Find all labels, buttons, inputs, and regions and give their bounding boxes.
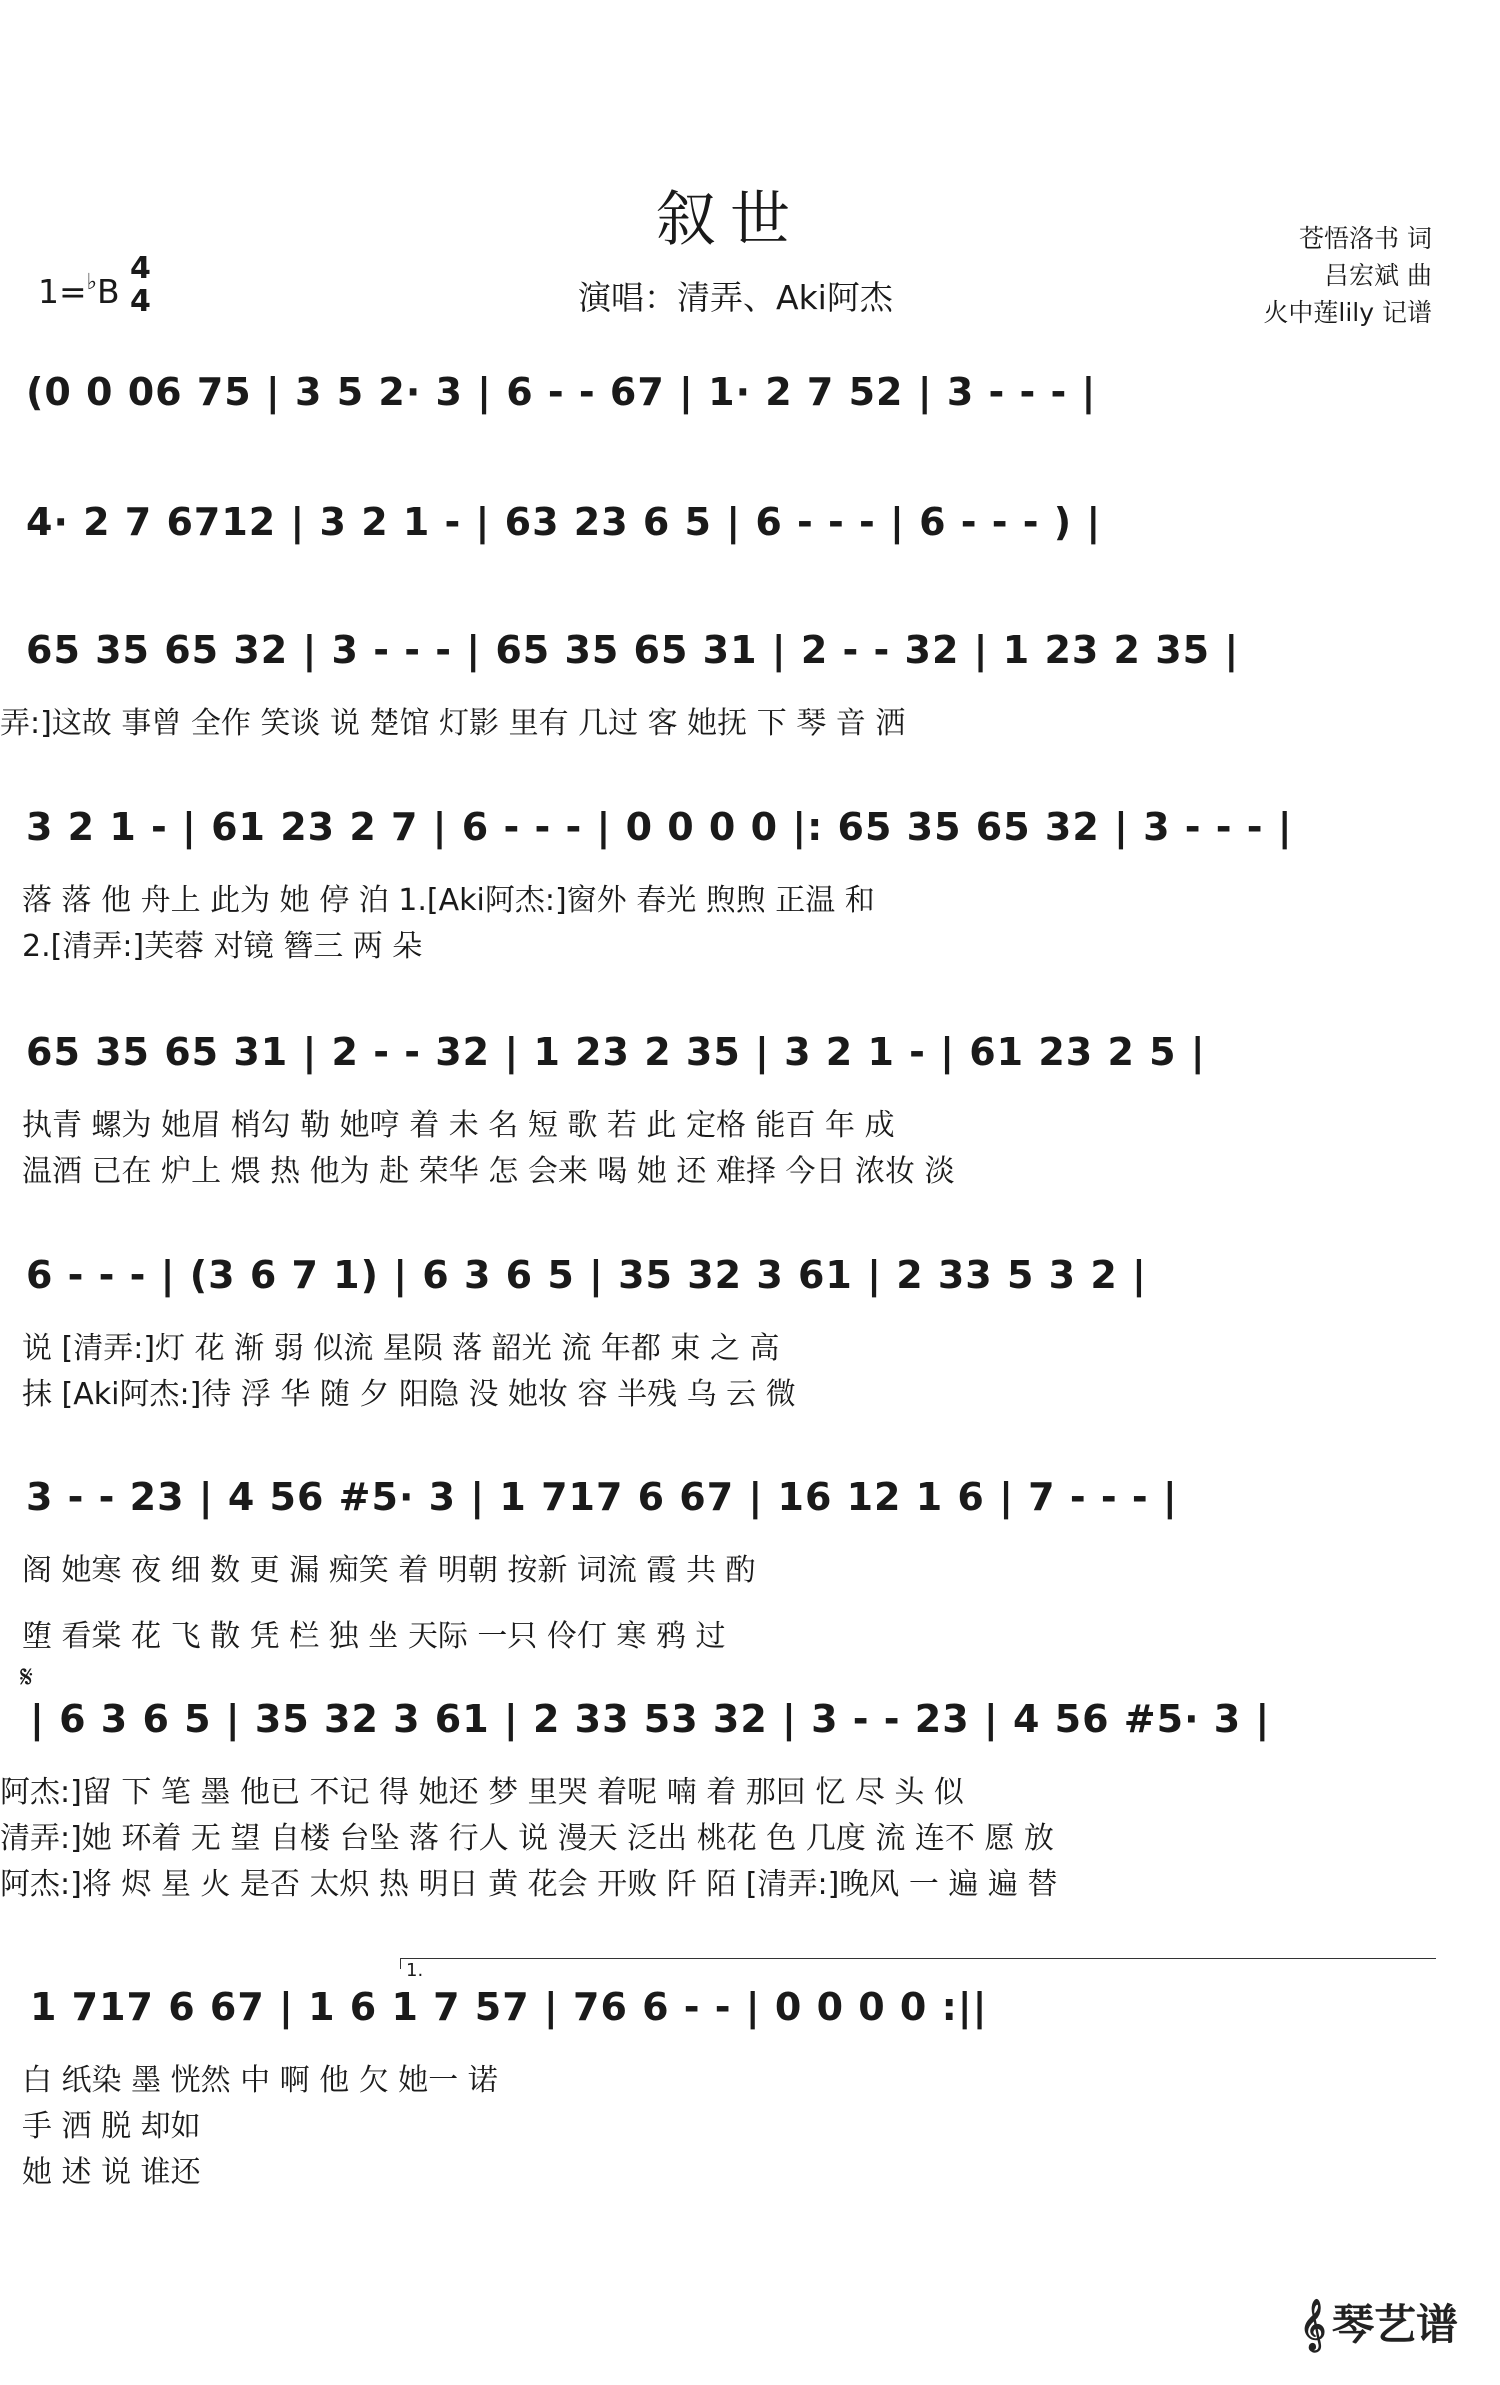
- notation-line: (0 0 06 75 | 3 5 2· 3 | 6 - - 67 | 1· 2 7 52 | 3 - - - |: [26, 370, 1097, 414]
- lyric-line: 清弄:]她 环着 无 望 自楼 台坠 落 行人 说 漫天 泛出 桃花 色 几度 流 连不 愿 放: [0, 1821, 1054, 1856]
- lyric-line: 阁 她寒 夜 细 数 更 漏 痴笑 着 明朝 按新 词流 霞 共 酌: [22, 1553, 756, 1588]
- composer-credit: 吕宏斌 曲: [1324, 261, 1432, 290]
- transcriber-credit: 火中莲lily 记谱: [1263, 298, 1432, 327]
- notation-line: 65 35 65 31 | 2 - - 32 | 1 23 2 35 | 3 2 1 - | 61 23 2 5 |: [26, 1030, 1206, 1074]
- logo-text: 琴艺谱: [1331, 2300, 1458, 2349]
- time-signature-top: 4: [130, 251, 151, 286]
- time-signature-bottom: 4: [130, 284, 151, 319]
- key-signature: [38, 270, 120, 311]
- lyricist-credit: 苍悟洛书 词: [1299, 224, 1432, 253]
- time-signature: [130, 252, 151, 318]
- notation-line: 3 - - 23 | 4 56 #5· 3 | 1 717 6 67 | 16 12 1 6 | 7 - - - |: [26, 1475, 1178, 1519]
- credits-block: [1263, 220, 1432, 331]
- lyric-line: 弄:]这故 事曾 全作 笑谈 说 楚馆 灯影 里有 几过 客 她抚 下 琴 音 洒: [0, 706, 906, 741]
- notation-line: 3 2 1 - | 61 23 2 7 | 6 - - - | 0 0 0 0 |: 65 35 65 32 | 3 - - - |: [26, 805, 1293, 849]
- notation-line: 65 35 65 32 | 3 - - - | 65 35 65 31 | 2 - - 32 | 1 23 2 35 |: [26, 628, 1240, 672]
- lyric-line: 说 [清弄:]灯 花 渐 弱 似流 星陨 落 韶光 流 年都 束 之 高: [22, 1331, 780, 1366]
- notation-line: 6 - - - | (3 6 7 1) | 6 3 6 5 | 35 32 3 61 | 2 33 5 3 2 |: [26, 1253, 1147, 1297]
- notation-line: 4· 2 7 6712 | 3 2 1 - | 63 23 6 5 | 6 - - - | 6 - - - ) |: [26, 500, 1102, 544]
- lyric-line: 白 纸染 墨 恍然 中 啊 他 欠 她一 诺: [22, 2063, 498, 2098]
- lyric-line: 阿杰:]留 下 笔 墨 他已 不记 得 她还 梦 里哭 着呢 喃 着 那回 忆 尽 头 似: [0, 1775, 964, 1810]
- lyric-line: 2.[清弄:]芙蓉 对镜 簪三 两 朵: [22, 929, 423, 964]
- site-logo: [1300, 2292, 1458, 2352]
- lyric-line: 抹 [Aki阿杰:]待 浮 华 随 夕 阳隐 没 她妆 容 半残 乌 云 微: [22, 1377, 796, 1412]
- lyric-line: 阿杰:]将 烬 星 火 是否 太炽 热 明日 黄 花会 开败 阡 陌 [清弄:]晚风 一 遍 遍 替: [0, 1867, 1058, 1902]
- notation-line: | 6 3 6 5 | 35 32 3 61 | 2 33 53 32 | 3 - - 23 | 4 56 #5· 3 |: [30, 1697, 1271, 1741]
- lyric-line: 她 述 说 谁还: [22, 2155, 201, 2190]
- treble-clef-icon: 𝄞: [1299, 2299, 1326, 2350]
- lyric-line: 落 落 他 舟上 此为 她 停 泊 1.[Aki阿杰:]窗外 春光 煦煦 正温 和: [22, 883, 875, 918]
- flat-sign: ♭: [86, 270, 98, 295]
- score-title: 叙世: [656, 185, 804, 255]
- notation-line: 1 717 6 67 | 1 6 1 7 57 | 76 6 - - | 0 0 0 0 :||: [30, 1985, 988, 2029]
- lyric-line: 温酒 已在 炉上 煨 热 他为 赴 荣华 怎 会来 喝 她 还 难择 今日 浓妆 淡: [22, 1154, 955, 1189]
- lyric-line: 手 洒 脱 却如: [22, 2109, 201, 2144]
- key-prefix: 1=: [38, 272, 87, 311]
- singer-credit: 演唱：清弄、Aki阿杰: [578, 278, 893, 317]
- volta-bracket: [400, 1958, 1436, 1969]
- lyric-line: 堕 看棠 花 飞 散 凭 栏 独 坐 天际 一只 伶仃 寒 鸦 过: [22, 1619, 726, 1654]
- key-note: B: [97, 272, 120, 311]
- lyric-line: 执青 螺为 她眉 梢勾 勒 她哼 着 未 名 短 歌 若 此 定格 能百 年 成: [22, 1108, 895, 1143]
- volta-label: 1.: [406, 1960, 424, 1981]
- segno-sign: 𝄋: [20, 1660, 33, 1695]
